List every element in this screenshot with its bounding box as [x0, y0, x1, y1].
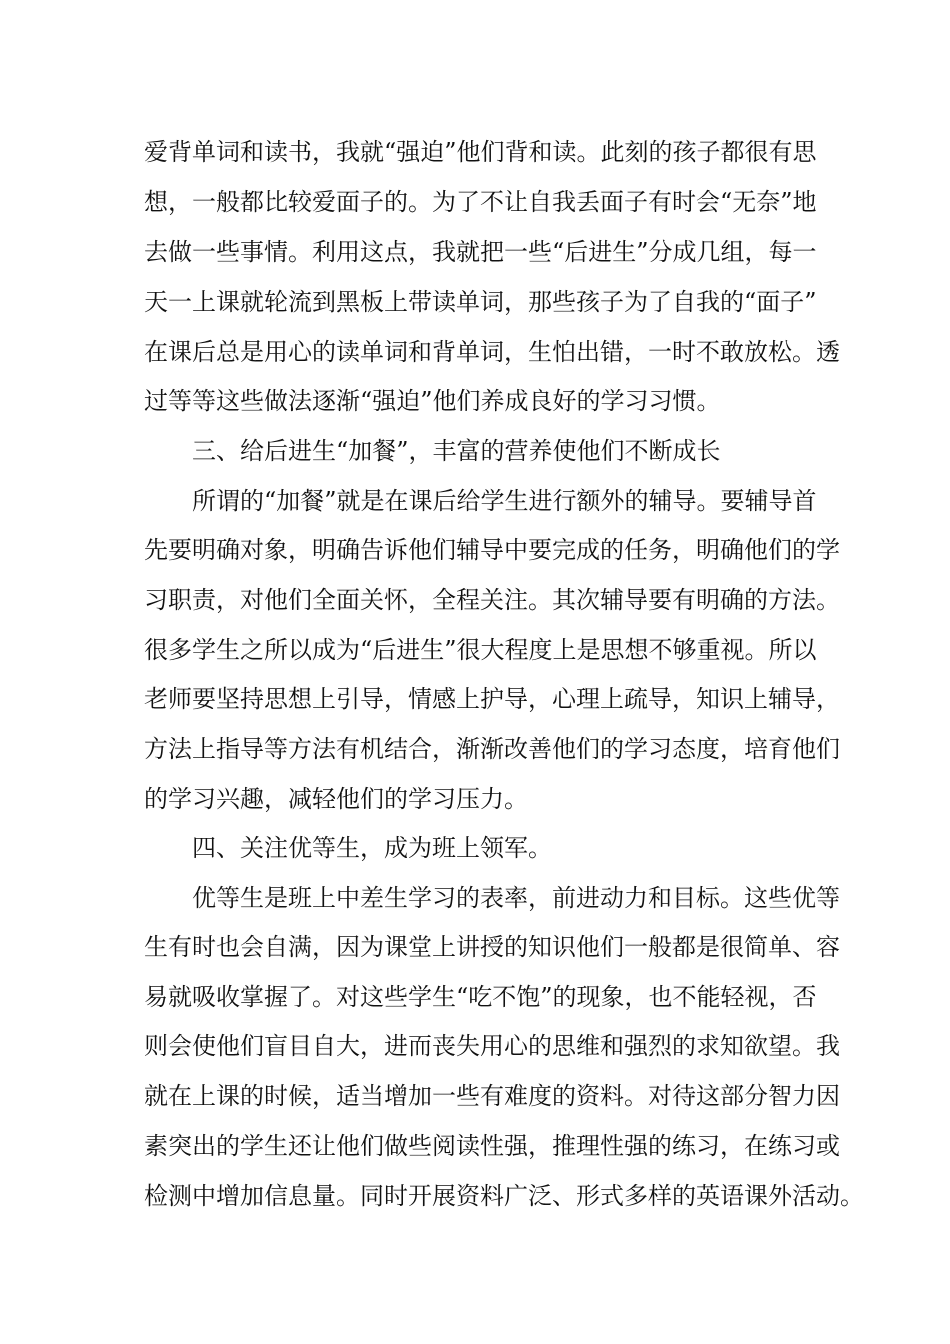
section-heading: 三、给后进生“加餐”，丰富的营养使他们不断成长 — [192, 437, 721, 465]
paragraph-line: 所谓的“加餐”就是在课后给学生进行额外的辅导。要辅导首 — [192, 487, 817, 515]
paragraph-line: 习职责，对他们全面关怀，全程关注。其次辅导要有明确的方法。 — [144, 586, 840, 614]
paragraph-line: 很多学生之所以成为“后进生”很大程度上是思想不够重视。所以 — [144, 636, 817, 664]
paragraph-line: 老师要坚持思想上引导，情感上护导，心理上疏导，知识上辅导， — [144, 685, 840, 713]
paragraph-line: 爱背单词和读书，我就“强迫”他们背和读。此刻的孩子都很有思 — [144, 138, 817, 166]
paragraph-line: 想，一般都比较爱面子的。为了不让自我丢面子有时会“无奈”地 — [144, 188, 817, 216]
paragraph-line: 易就吸收掌握了。对这些学生“吃不饱”的现象，也不能轻视，否 — [144, 983, 817, 1011]
paragraph-line: 素突出的学生还让他们做些阅读性强，推理性强的练习，在练习或 — [144, 1132, 840, 1160]
paragraph-line: 检测中增加信息量。同时开展资料广泛、形式多样的英语课外活动。 — [144, 1182, 864, 1210]
paragraph-line: 天一上课就轮流到黑板上带读单词，那些孩子为了自我的“面子” — [144, 288, 817, 316]
paragraph-line: 就在上课的时候，适当增加一些有难度的资料。对待这部分智力因 — [144, 1082, 840, 1110]
paragraph-line: 去做一些事情。利用这点，我就把一些“后进生”分成几组，每一 — [144, 238, 817, 266]
paragraph-line: 先要明确对象，明确告诉他们辅导中要完成的任务，明确他们的学 — [144, 536, 840, 564]
paragraph-line: 生有时也会自满，因为课堂上讲授的知识他们一般都是很简单、容 — [144, 933, 840, 961]
paragraph-line: 方法上指导等方法有机结合，渐渐改善他们的学习态度，培育他们 — [144, 735, 840, 763]
paragraph-line: 在课后总是用心的读单词和背单词，生怕出错，一时不敢放松。透 — [144, 338, 840, 366]
paragraph-line: 优等生是班上中差生学习的表率，前进动力和目标。这些优等 — [192, 884, 840, 912]
paragraph-line: 过等等这些做法逐渐“强迫”他们养成良好的学习习惯。 — [144, 387, 721, 415]
paragraph-line: 的学习兴趣，减轻他们的学习压力。 — [144, 785, 528, 813]
paragraph-line: 则会使他们盲目自大，进而丧失用心的思维和强烈的求知欲望。我 — [144, 1032, 840, 1060]
section-heading: 四、关注优等生，成为班上领军。 — [192, 834, 552, 862]
